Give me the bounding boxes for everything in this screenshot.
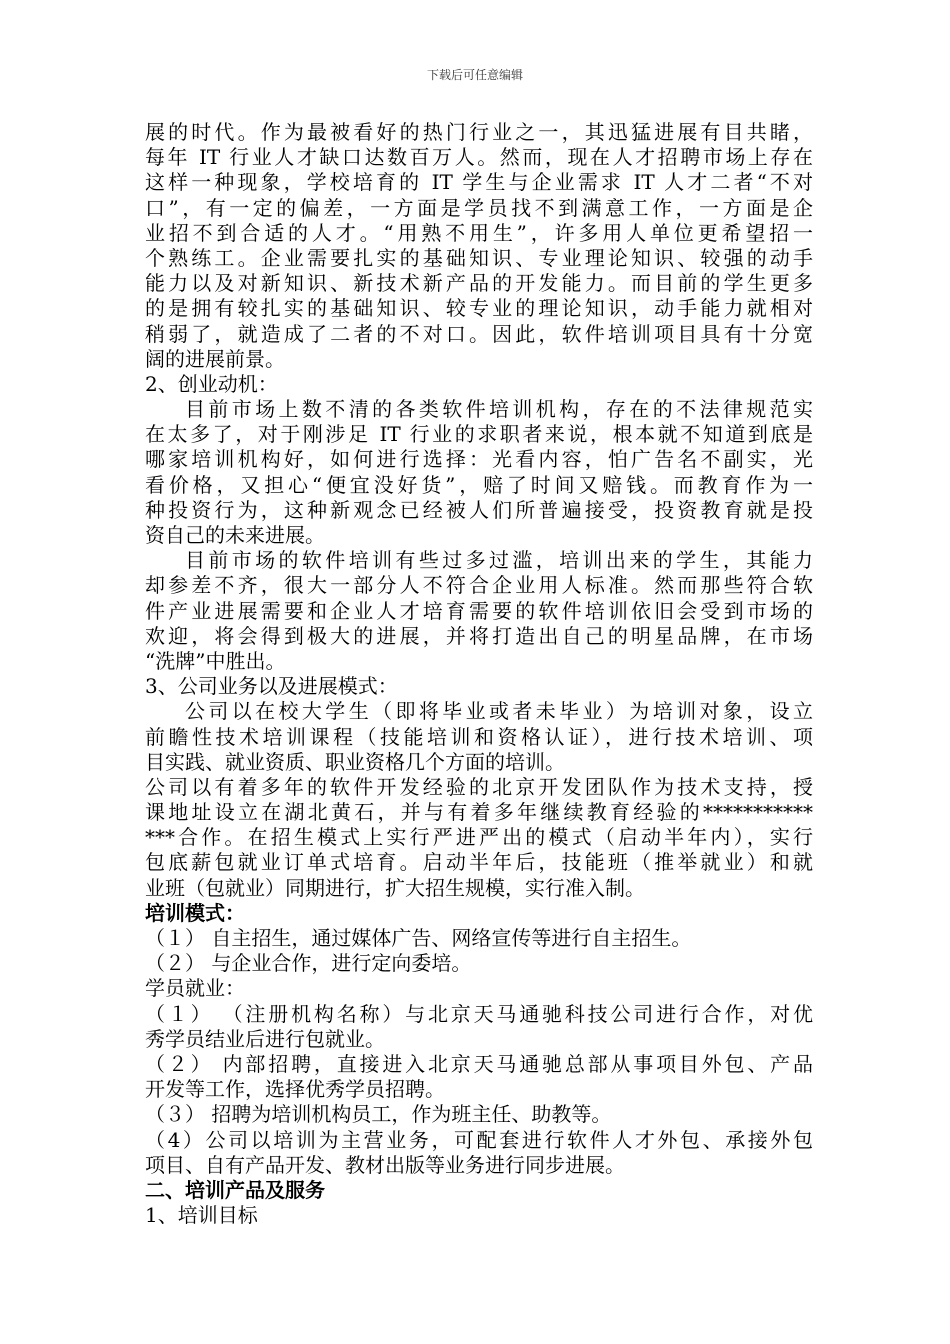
text-line: 前瞻性技术培训课程（技能培训和资格认证），进行技术培训、项 <box>145 724 813 749</box>
text-line: （１） 自主招生，通过媒体广告、网络宣传等进行自主招生。 <box>145 926 692 950</box>
text-line: 3、公司业务以及进展模式： <box>145 674 398 699</box>
page-header: 下载后可任意编辑 <box>426 68 523 82</box>
text-line: （３） 招聘为培训机构员工，作为班主任、助教等。 <box>145 1102 612 1127</box>
text-line: 资自己的未来进展。 <box>145 523 325 547</box>
text-line: 2、创业动机： <box>145 371 278 396</box>
text-line: 目前市场的软件培训有些过多过滥，培训出来的学生，其能力 <box>185 548 813 573</box>
text-line: 每年 IT 行业人才缺口达数百万人。然而，现在人才招聘市场上存在 <box>145 145 813 170</box>
text-line: （２） 与企业合作，进行定向委培。 <box>145 951 472 976</box>
text-line: 的是拥有较扎实的基础知识、较专业的理论知识，动手能力就相对 <box>145 296 813 321</box>
text-line: 展的时代。作为最被看好的热门行业之一，其迅猛进展有目共睹， <box>145 120 813 144</box>
text-line: 口”，有一定的偏差，一方面是学员找不到满意工作，一方面是企 <box>145 195 813 220</box>
text-line: 开发等工作，选择优秀学员招聘。 <box>145 1077 445 1102</box>
text-line: 这样一种现象，学校培育的 IT 学生与企业需求 IT 人才二者“不对 <box>145 170 813 195</box>
text-line: 1、培训目标 <box>145 1203 258 1228</box>
text-line: 却参差不齐，很大一部分人不符合企业用人标准。然而那些符合软 <box>145 573 813 598</box>
text-line: 项目、自有产品开发、教材出版等业务进行同步进展。 <box>145 1152 625 1177</box>
section-heading: 培训模式： <box>145 900 245 925</box>
text-line: （２） 内部招聘，直接进入北京天马通驰总部从事项目外包、产品 <box>145 1051 813 1076</box>
text-line: 欢迎，将会得到极大的进展，并将打造出自己的明星品牌，在市场 <box>145 623 813 648</box>
text-line: 种投资行为，这种新观念已经被人们所普遍接受，投资教育就是投 <box>145 497 813 522</box>
text-line: 能力以及对新知识、新技术新产品的开发能力。而目前的学生更多 <box>145 271 813 296</box>
text-line: 公司以有着多年的软件开发经验的北京开发团队作为技术支持，授 <box>145 774 813 799</box>
document-body <box>145 120 813 1228</box>
text-line: 在太多了，对于刚涉足 IT 行业的求职者来说，根本就不知道到底是 <box>145 422 813 447</box>
text-line: ***合作。在招生模式上实行严进严出的模式（启动半年内），实行 <box>145 825 813 850</box>
section-heading: 二、培训产品及服务 <box>145 1177 325 1202</box>
text-line: 公司以在校大学生（即将毕业或者未毕业）为培训对象，设立 <box>185 699 813 724</box>
text-line: 个熟练工。企业需要扎实的基础知识、专业理论知识、较强的动手 <box>145 245 813 270</box>
text-line: 看价格，又担心“便宜没好货”，赔了时间又赔钱。而教育作为一 <box>145 472 813 497</box>
text-line: 目实践、就业资质、职业资格几个方面的培训。 <box>145 749 565 774</box>
text-line: 学员就业： <box>145 976 245 1001</box>
text-line: 秀学员结业后进行包就业。 <box>145 1026 385 1051</box>
text-line: 件产业进展需要和企业人才培育需要的软件培训依旧会受到市场的 <box>145 598 813 623</box>
text-line: （4）公司以培训为主营业务，可配套进行软件人才外包、承接外包 <box>145 1127 813 1152</box>
text-line: 哪家培训机构好，如何进行选择：光看内容，怕广告名不副实，光 <box>145 447 813 472</box>
text-line: 稍弱了，就造成了二者的不对口。因此，软件培训项目具有十分宽 <box>145 321 813 346</box>
text-line: 课地址设立在湖北黄石，并与有着多年继续教育经验的*********** <box>145 800 813 825</box>
text-line: 阔的进展前景。 <box>145 346 285 371</box>
text-line: 包底薪包就业订单式培育。启动半年后，技能班（推举就业）和就 <box>145 850 813 875</box>
text-line: 业招不到合适的人才。“用熟不用生”，许多用人单位更希望招一 <box>145 220 813 245</box>
text-line: 业班（包就业）同期进行，扩大招生规模，实行准入制。 <box>145 875 645 900</box>
text-line: （１） （注册机构名称）与北京天马通驰科技公司进行合作，对优 <box>145 1001 813 1026</box>
text-line: “洗牌”中胜出。 <box>145 648 286 673</box>
text-line: 目前市场上数不清的各类软件培训机构，存在的不法律规范实 <box>185 397 813 422</box>
